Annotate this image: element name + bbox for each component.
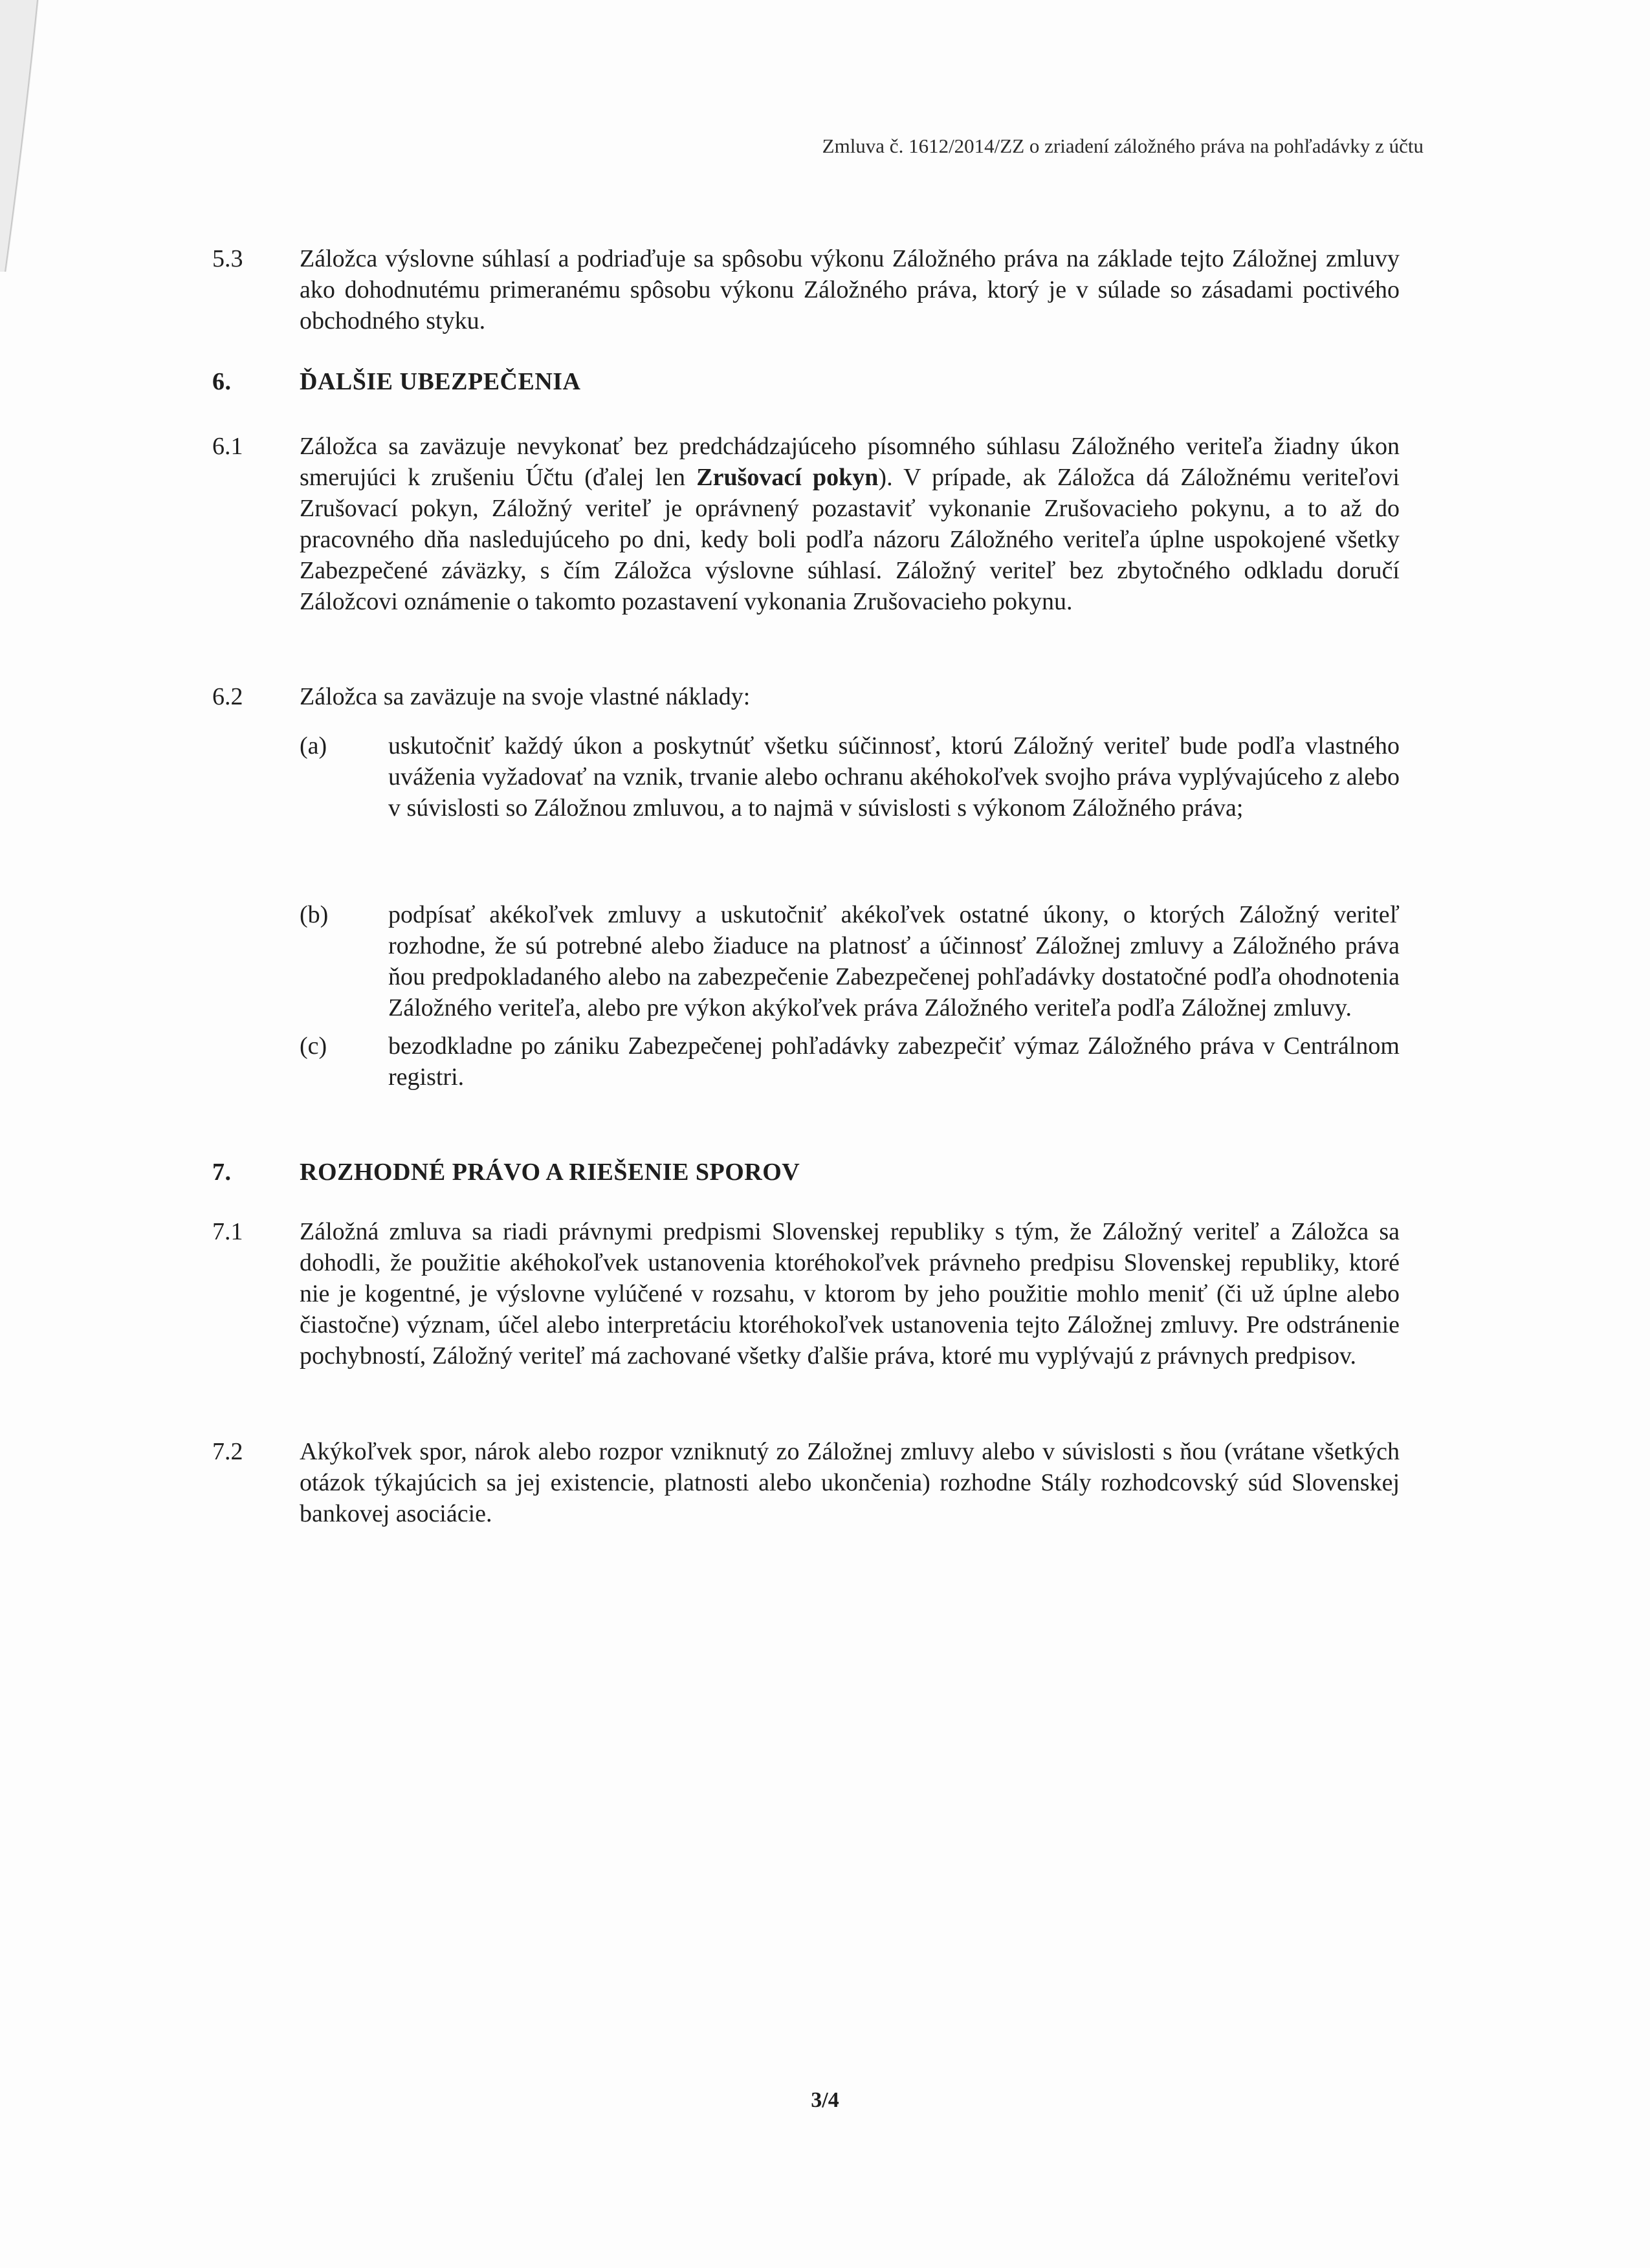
section-6-2-text: Záložca sa zaväzuje na svoje vlastné náklady: — [300, 683, 751, 710]
section-6-1-text — [300, 431, 1400, 617]
section-7-2-text: Akýkoľvek spor, nárok alebo rozpor vzniknutý zo Záložnej zmluvy alebo v súvislosti s ňou (vrátane všetkých otázok týkajúcich sa jej existencie, platnosti alebo ukončenia) rozhodne Stály rozhodcovský súd Slovenskej bankovej asociácie. — [300, 1438, 1400, 1527]
item-c-text: bezodkladne po zániku Zabezpečenej pohľadávky zabezpečiť výmaz Záložného práva v Centrálnom registri. — [388, 1032, 1400, 1091]
scan-edge-shadow — [0, 0, 58, 272]
page-number: 3/4 — [811, 2088, 839, 2112]
section-7-1-number: 7.1 — [212, 1218, 243, 1245]
section-5-3-text: Záložca výslovne súhlasí a podriaďuje sa spôsobu výkonu Záložného práva na základe tejto Záložnej zmluvy ako dohodnutému primeranému spôsobu výkonu Záložného práva, ktorý je v súlade so zásadami poctivého obchodného styku. — [300, 245, 1400, 334]
section-7-number: 7. — [212, 1159, 232, 1186]
section-6-1-text-before: Záložca sa zaväzuje nevykonať bez predchádzajúceho písomného súhlasu Záložného veriteľa žiadny úkon smerujúci k zrušeniu Účtu (ďalej len — [300, 433, 1400, 491]
item-c-label: (c) — [300, 1032, 327, 1060]
section-7-1-text: Záložná zmluva sa riadi právnymi predpismi Slovenskej republiky s tým, že Záložný veriteľ a Záložca sa dohodli, že použitie akéhokoľvek ustanovenia ktoréhokoľvek právneho predpisu Slovenskej republiky, ktoré nie je kogentné, je výslovne vylúčené v rozsahu, v ktorom by jeho použitie mohlo meniť (či už úplne alebo čiastočne) význam, účel alebo interpretáciu ktoréhokoľvek ustanovenia tejto Záložnej zmluvy. Pre odstránenie pochybností, Záložný veriteľ má zachované všetky ďalšie práva, ktoré mu vyplývajú z právnych predpisov. — [300, 1218, 1400, 1369]
section-6-1-number: 6.1 — [212, 433, 243, 460]
item-a-label: (a) — [300, 732, 327, 759]
section-7-title: ROZHODNÉ PRÁVO A RIEŠENIE SPOROV — [300, 1159, 800, 1186]
section-6-1-defined-term: Zrušovací pokyn — [696, 464, 879, 491]
section-6-number: 6. — [212, 368, 232, 395]
item-a-text: uskutočniť každý úkon a poskytnúť všetku súčinnosť, ktorú Záložný veriteľ bude podľa vlastného uváženia vyžadovať na vznik, trvanie alebo ochranu akéhokoľvek svojho práva vyplývajúceho z alebo v súvislosti so Záložnou zmluvou, a to najmä v súvislosti s výkonom Záložného práva; — [388, 732, 1400, 822]
section-6-title: ĎALŠIE UBEZPEČENIA — [300, 368, 581, 395]
section-7-2-number: 7.2 — [212, 1438, 243, 1465]
document-header: Zmluva č. 1612/2014/ZZ o zriadení záložného práva na pohľadávky z účtu — [822, 135, 1424, 157]
section-6-2-number: 6.2 — [212, 683, 243, 710]
section-6-1-text-after: ). V prípade, ak Záložca dá Záložnému veriteľovi Zrušovací pokyn, Záložný veriteľ je oprávnený pozastaviť vykonanie Zrušovacieho pokynu, a to až do pracovného dňa nasledujúceho po dni, kedy boli podľa názoru Záložného veriteľa úplne uspokojené všetky Zabezpečené záväzky, s čím Záložca výslovne súhlasí. Záložný veriteľ bez zbytočného odkladu doručí Záložcovi oznámenie o takomto pozastavení vykonania Zrušovacieho pokynu. — [300, 464, 1400, 615]
item-b-text: podpísať akékoľvek zmluvy a uskutočniť akékoľvek ostatné úkony, o ktorých Záložný veriteľ rozhodne, že sú potrebné alebo žiaduce na platnosť a účinnosť Záložnej zmluvy a Záložného práva ňou predpokladaného alebo na zabezpečenie Zabezpečenej pohľadávky dostatočné podľa ohodnotenia Záložného veriteľa, alebo pre výkon akýkoľvek práva Záložného veriteľa podľa Záložnej zmluvy. — [388, 901, 1400, 1021]
section-5-3-number: 5.3 — [212, 245, 243, 272]
item-b-label: (b) — [300, 901, 329, 928]
